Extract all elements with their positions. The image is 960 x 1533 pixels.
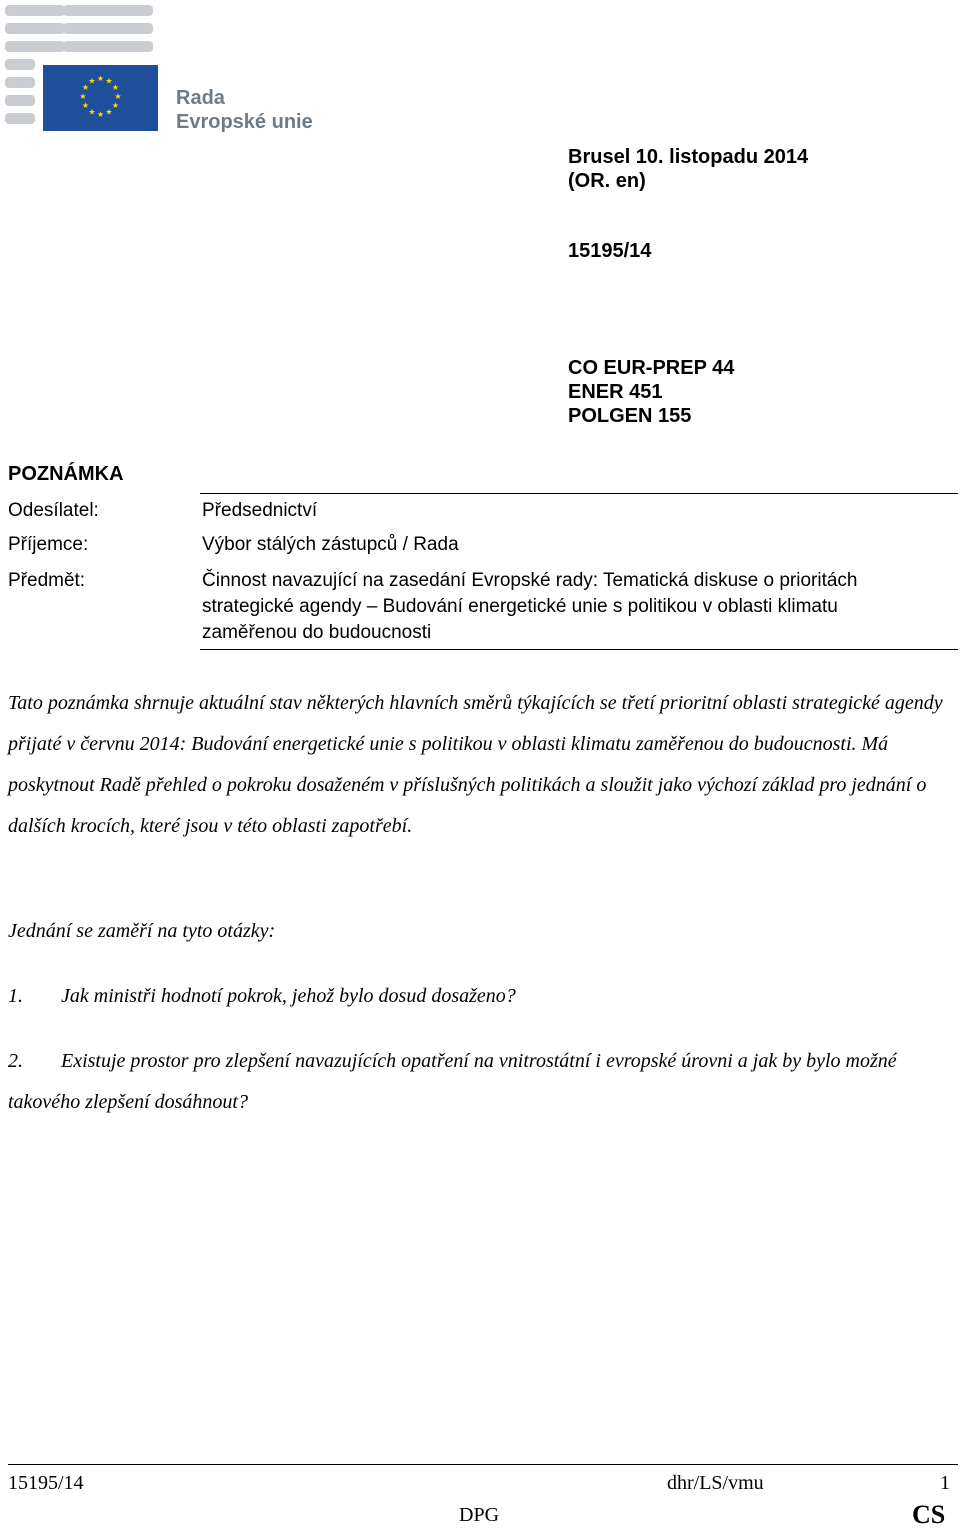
sender-label: Odesílatel:: [8, 500, 99, 521]
footer-divider: [8, 1464, 958, 1465]
svg-text:★: ★: [81, 83, 90, 92]
divider-top: [200, 493, 958, 494]
svg-text:★: ★: [88, 107, 96, 117]
footer-page-number: 1: [940, 1472, 950, 1494]
document-number: 15195/14: [568, 240, 652, 262]
interinstitutional-codes: [568, 356, 734, 428]
svg-text:★: ★: [105, 76, 113, 86]
question-item: [8, 1041, 948, 1123]
footer-language: CS: [912, 1500, 946, 1529]
question-text: Existuje prostor pro zlepšení navazujících opatření na vnitrostátní i evropské úrovni a jak by bylo možné takového zlepšení dosáhnout?: [8, 1050, 897, 1113]
svg-text:★: ★: [111, 83, 120, 92]
sender-value: Předsednictví: [202, 500, 318, 521]
svg-text:★: ★: [114, 92, 122, 101]
intro-paragraph: Tato poznámka shrnuje aktuální stav některých hlavních směrů týkajících se třetí prioritní oblasti strategické agendy přijaté v červnu 2014: Budování energetické unie s politikou v oblasti klimatu zaměřenou do budoucnosti. Má poskytnout Radě přehled o pokroku dosaženém v příslušných politikách a sloužit jako výchozí základ pro jednání o dalších krocích, které jsou v této oblasti zapotřebí.: [8, 692, 943, 837]
question-text: Jak ministři hodnotí pokrok, jehož bylo dosud dosaženo?: [61, 985, 516, 1007]
council-logo-graphic: [5, 0, 165, 132]
svg-text:★: ★: [111, 101, 120, 110]
code-line: POLGEN 155: [568, 405, 692, 427]
svg-text:★: ★: [96, 110, 105, 119]
org-line-1: Rada: [176, 87, 225, 109]
question-item: [8, 976, 948, 1017]
subject-label: Předmět:: [8, 570, 86, 591]
recipient-label: Příjemce:: [8, 534, 89, 555]
divider-bottom: [200, 649, 958, 650]
subject-value: Činnost navazující na zasedání Evropské rady: Tematická diskuse o prioritách strategické agendy – Budování energetické unie s politikou v oblasti klimatu zaměřenou do budoucnosti: [202, 570, 858, 643]
questions-intro: Jednání se zaměří na tyto otázky:: [8, 920, 276, 942]
question-number: 2.: [8, 1050, 23, 1072]
svg-text:★: ★: [96, 74, 105, 83]
svg-text:★: ★: [81, 101, 90, 110]
organisation-name: [176, 86, 313, 134]
code-line: ENER 451: [568, 381, 663, 403]
original-language: (OR. en): [568, 170, 646, 192]
svg-text:★: ★: [88, 76, 96, 86]
svg-text:★: ★: [105, 107, 113, 117]
note-title: POZNÁMKA: [8, 463, 124, 485]
code-line: CO EUR-PREP 44: [568, 357, 735, 379]
question-number: 1.: [8, 985, 23, 1007]
footer-doc-number: 15195/14: [8, 1472, 84, 1494]
org-line-2: Evropské unie: [176, 111, 313, 133]
footer-department: DPG: [459, 1504, 500, 1526]
council-logo: [5, 0, 165, 132]
document-date: Brusel 10. listopadu 2014: [568, 146, 809, 168]
footer-initials: dhr/LS/vmu: [667, 1472, 764, 1494]
recipient-value: Výbor stálých zástupců / Rada: [202, 534, 459, 555]
svg-text:★: ★: [79, 92, 87, 101]
